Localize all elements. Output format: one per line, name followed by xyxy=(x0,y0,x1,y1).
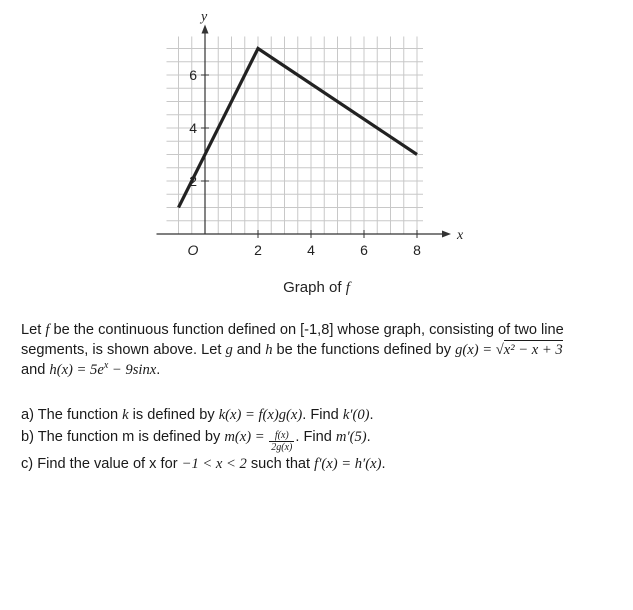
question-b-text-1: b) The function m is defined by xyxy=(21,429,225,445)
x-tick-label: 8 xyxy=(413,242,421,258)
h-definition-lhs: h(x) = 5e xyxy=(49,362,104,378)
tick-labels xyxy=(188,67,422,258)
g-radicand: x² − x + 3 xyxy=(503,342,563,358)
question-a xyxy=(21,404,621,426)
y-tick-label: 6 xyxy=(189,67,197,83)
graph-caption-function: f xyxy=(345,280,350,296)
question-b xyxy=(21,426,621,453)
x-tick-label: O xyxy=(187,242,199,258)
problem-text-4: be the functions defined by xyxy=(272,342,456,358)
question-c-text-2: such that xyxy=(246,456,315,472)
problem-text-2: be the continuous function defined on [-1,8] whose graph, consisting of two line segments, is shown above. Let xyxy=(21,322,564,358)
question-c-text-3: . xyxy=(381,456,386,472)
fraction-numerator: f(x) xyxy=(269,430,294,442)
graph-of-f xyxy=(0,0,633,275)
x-axis-arrow xyxy=(442,231,451,238)
h-exponent: x xyxy=(103,360,109,372)
y-axis-label: y xyxy=(201,9,208,25)
question-b-text-2: . Find xyxy=(295,429,336,445)
question-a-text-2: is defined by xyxy=(128,407,219,423)
graph-caption xyxy=(0,279,633,297)
question-b-m-lhs: m(x) = xyxy=(224,429,269,445)
question-b-fraction xyxy=(269,430,294,453)
x-tick-label: 2 xyxy=(254,242,262,258)
y-tick-label: 4 xyxy=(189,120,197,136)
problem-text-6: . xyxy=(156,362,161,378)
question-c-interval: −1 < x < 2 xyxy=(181,456,247,472)
x-axis-label: x xyxy=(457,228,464,243)
question-c-text-1: c) Find the value of x for xyxy=(21,456,182,472)
question-c xyxy=(21,453,621,475)
question-b-target: m′(5) xyxy=(335,429,367,445)
question-a-k-definition: k(x) = f(x)g(x) xyxy=(218,407,303,423)
function-f: f xyxy=(45,322,50,338)
question-a-function-k: k xyxy=(122,407,129,423)
problem-text-3: and xyxy=(232,342,266,358)
problem-statement xyxy=(21,320,621,380)
x-tick-label: 4 xyxy=(307,242,315,258)
x-tick-label: 6 xyxy=(360,242,368,258)
problem-text-5: and xyxy=(21,362,50,378)
y-tick-label: 2 xyxy=(189,173,197,189)
graph-caption-prefix: Graph of xyxy=(283,279,346,296)
g-definition-lhs: g(x) = √ xyxy=(455,342,504,358)
function-g: g xyxy=(225,342,233,358)
questions-list xyxy=(21,404,621,475)
fraction-denominator: 2g(x) xyxy=(271,442,293,453)
y-axis-arrow xyxy=(202,25,209,34)
question-a-text-3: . Find xyxy=(302,407,343,423)
function-h: h xyxy=(265,342,273,358)
question-b-text-3: . xyxy=(366,429,371,445)
h-definition-rest: − 9sinx xyxy=(108,362,157,378)
question-a-target: k′(0) xyxy=(342,407,370,423)
problem-text-1: Let xyxy=(21,322,46,338)
question-a-text-1: a) The function xyxy=(21,407,123,423)
question-c-equation: f′(x) = h′(x) xyxy=(314,456,382,472)
question-a-text-4: . xyxy=(369,407,374,423)
